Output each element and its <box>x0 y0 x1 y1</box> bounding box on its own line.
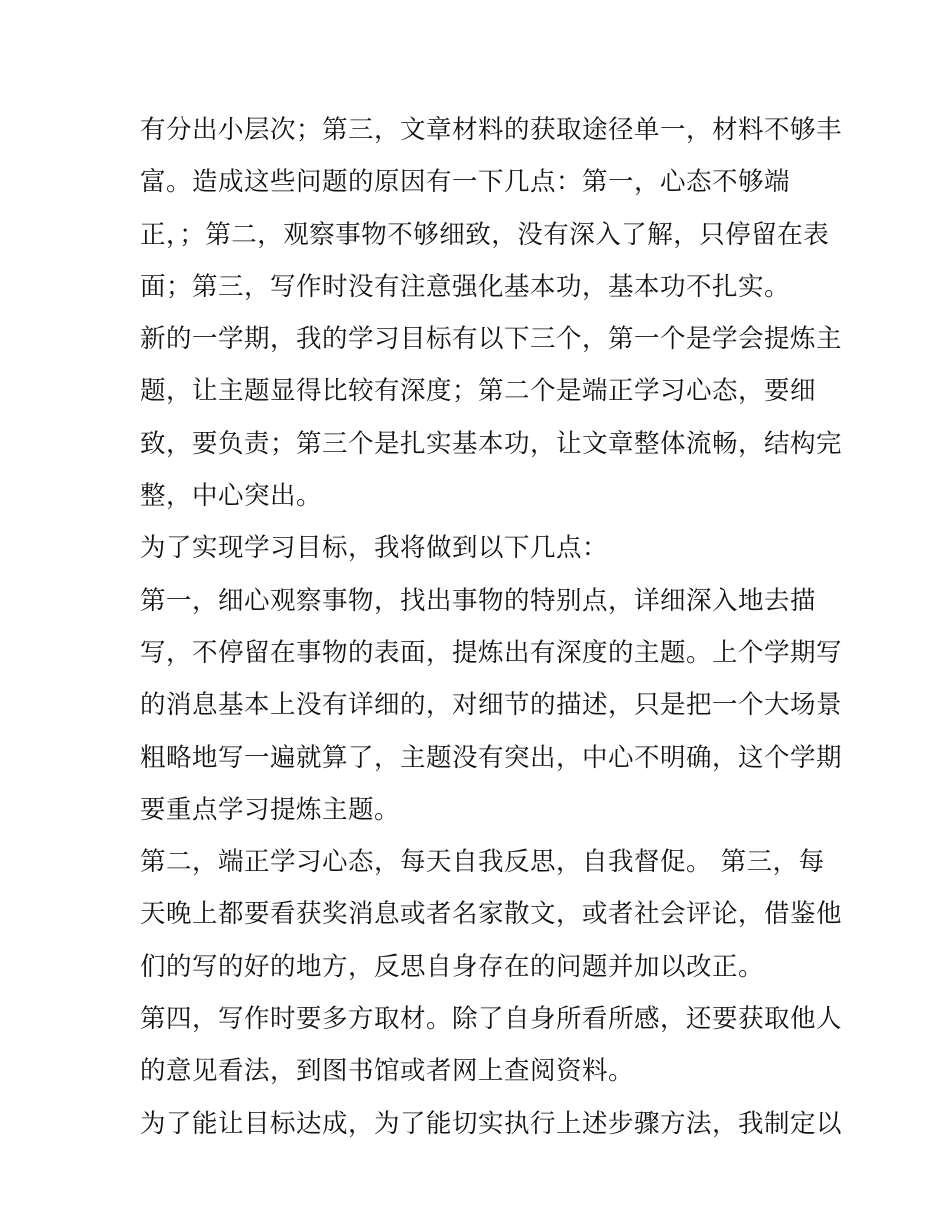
text-line-15: 第二，端正学习心态，每天自我反思，自我督促。 第三，每 <box>140 847 825 878</box>
text-line-1: 有分出小层次；第三，文章材料的获取途径单一，材料不够丰 <box>140 115 843 145</box>
text-line-19: 的意见看法，到图书馆或者网上查阅资料。 <box>140 1056 635 1087</box>
document-body <box>140 104 843 1150</box>
text-line-6: 题，让主题显得比较有深度；第二个是端正学习心态，要细 <box>140 376 817 407</box>
text-line-12: 的消息基本上没有详细的，对细节的描述，只是把一个大场景 <box>140 690 843 721</box>
text-line-18: 第四，写作时要多方取材。除了自身所看所感，还要获取他人 <box>140 1004 843 1035</box>
text-line-5: 新的一学期，我的学习目标有以下三个，第一个是学会提炼主 <box>140 324 843 355</box>
text-line-20: 为了能让目标达成，为了能切实执行上述步骤方法，我制定以 <box>140 1108 843 1139</box>
text-line-3: 正，；第二，观察事物不够细致，没有深入了解，只停留在表 <box>140 219 830 250</box>
text-line-11: 写，不停留在事物的表面，提炼出有深度的主题。上个学期写 <box>140 637 843 668</box>
text-line-13: 粗略地写一遍就算了，主题没有突出，中心不明确，这个学期 <box>140 742 843 773</box>
text-line-16: 天晚上都要看获奖消息或者名家散文，或者社会评论，借鉴他 <box>140 899 843 930</box>
text-line-17: 们的写的好的地方，反思自身存在的问题并加以改正。 <box>140 951 765 982</box>
text-line-2: 富。造成这些问题的原因有一下几点：第一，心态不够端 <box>140 167 791 198</box>
text-line-9: 为了实现学习目标，我将做到以下几点： <box>140 533 609 564</box>
text-line-14: 要重点学习提炼主题。 <box>140 794 401 825</box>
text-line-7: 致，要负责；第三个是扎实基本功，让文章整体流畅，结构完 <box>140 428 843 459</box>
text-line-4: 面；第三，写作时没有注意强化基本功，基本功不扎实。 <box>140 271 791 302</box>
text-line-8: 整，中心突出。 <box>140 481 323 512</box>
text-line-10: 第一，细心观察事物，找出事物的特别点，详细深入地去描 <box>140 585 817 616</box>
